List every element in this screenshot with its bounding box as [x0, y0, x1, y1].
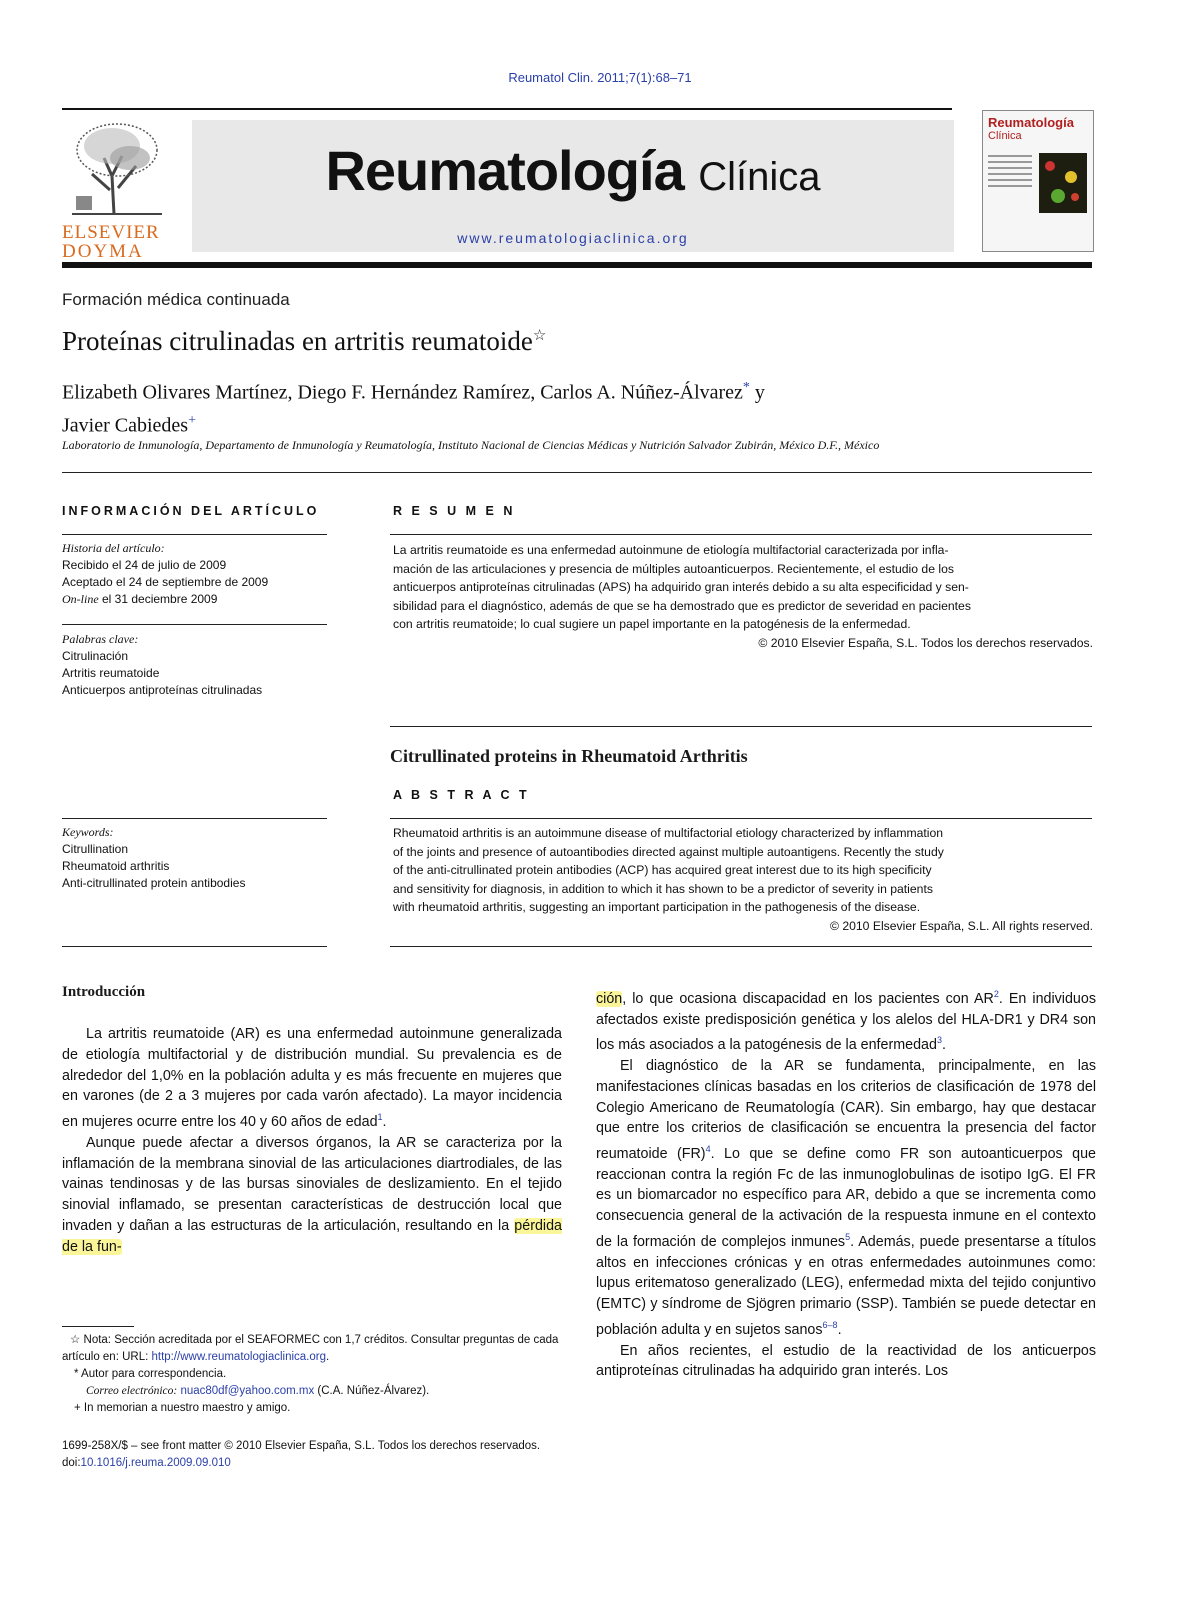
- publisher-name-elsevier: ELSEVIER: [62, 222, 160, 243]
- history-label: Historia del artículo:: [62, 541, 165, 555]
- memoriam-mark[interactable]: +: [188, 412, 196, 428]
- footnote-email: Correo electrónico: nuac80df@yahoo.com.mx (C.A. Núñez-Álvarez).: [86, 1385, 430, 1397]
- affiliation: Laboratorio de Inmunología, Departamento de Inmunología y Reumatología, Instituto Nacional de Ciencias Médicas y Nutrición Salvador Zubirán, México D.F., México: [62, 438, 880, 452]
- doi-link[interactable]: 10.1016/j.reuma.2009.09.010: [80, 1457, 231, 1469]
- paragraph: La artritis reumatoide (AR) es una enfermedad autoinmune generalizada de etiología multifactorial y de distribución mundial. Su prevalencia es de alrededor del 1,0% en la población adulta y es más frecuente en mujeres que en varones (de 2 a 3 mujeres por cada varón afectado). La mayor incidencia en mujeres ocurre entre los 40 y 60 años de edad$^1$.: [62, 1026, 562, 1130]
- title-footnote-mark[interactable]: ☆: [532, 328, 547, 344]
- corresponding-mark[interactable]: *: [742, 380, 750, 395]
- journal-url-link[interactable]: www.reumatologiaclinica.org: [457, 230, 689, 246]
- info-rule-4: [62, 946, 327, 947]
- abstract-text: Rheumatoid arthritis is an autoimmune disease of multifactorial etiology characterized by inflammation of the joints and presence of autoantibodies directed against multiple autoantigens. Recently the study of the anti-citrullinated protein antibodies (ACP) has acquired great interest due to its high specificity and sensitivity for diagnosis, in addition to which it has shown to be a predictor of severity in patients with rheumatoid arthritis, suggesting an important participation in the pathogenesis of the disease. © 2010 Elsevier España, S.L. All rights reserved.: [393, 824, 1093, 935]
- cover-text-lines: [988, 151, 1032, 221]
- abstract-bottom-rule: [390, 946, 1092, 947]
- cover-image: [1039, 153, 1087, 213]
- highlighted-text[interactable]: pérdida de la fun-: [62, 1217, 562, 1255]
- cover-subtitle: Clínica: [988, 130, 1022, 142]
- body-column-right: [596, 984, 1096, 1382]
- article-info-heading: INFORMACIÓN DEL ARTÍCULO: [62, 504, 320, 518]
- journal-banner: [192, 120, 954, 252]
- journal-name: Reumatología Clínica: [325, 139, 821, 202]
- keywords-en: [62, 824, 245, 892]
- online-date: On-line el 31 deciembre 2009: [62, 592, 218, 606]
- abstract-copyright: © 2010 Elsevier España, S.L. All rights reserved.: [829, 918, 1093, 933]
- keyword-item[interactable]: Artritis reumatoide: [62, 666, 160, 680]
- keywords-es: [62, 631, 262, 699]
- footnote-corresponding: * Autor para correspondencia.: [74, 1368, 227, 1380]
- paragraph: El diagnóstico de la AR se fundamenta, principalmente, en las manifestaciones clínicas basadas en los criterios de clasificación de 1978 del Colegio Americano de Reumatología (CAR). Sin embargo, hay que destacar que entre los criterios de clasificación se encuentra la presencia del factor reumatoide (FR)$^4$. Lo que se define como FR son autoanticuerpos que reaccionan contra la región Fc de las inmunoglobulinas de isotipo IgG. El FR es un biomarcador no específico para AR, debido a que se incrementa como consecuencia general de la activación de la respuesta inmune en el contexto de la formación de complejos inmunes$^5$. Además, puede presentarse a títulos altos en infecciones crónicas y en otras enfermedades autoinmunes como: lupus eritematoso generalizado (LEG), enfermedad mixta del tejido conjuntivo (EMTC) y síndrome de Sjögren primario (SSP). También se puede detectar en población adulta y en sujetos sanos$^{6-8}$.: [596, 1057, 1096, 1338]
- footnote-rule: [62, 1326, 134, 1327]
- reference-link[interactable]: 3: [936, 1035, 942, 1046]
- highlighted-text[interactable]: ción: [596, 990, 623, 1007]
- elsevier-logo: [62, 118, 172, 262]
- journal-citation: Reumatol Clin. 2011;7(1):68–71: [508, 70, 692, 85]
- received-date: Recibido el 24 de julio de 2009: [62, 558, 227, 572]
- publisher-name-doyma: DOYMA: [62, 241, 144, 262]
- footnotes: [62, 1332, 562, 1417]
- tree-logo-icon: [62, 118, 172, 218]
- title-divider: [62, 472, 1092, 473]
- keywords-es-label: Palabras clave:: [62, 632, 139, 646]
- issn-line: 1699-258X/$ – see front matter © 2010 Elsevier España, S.L. Todos los derechos reservados.: [62, 1440, 541, 1452]
- abstract-heading: A B S T R A C T: [393, 788, 530, 802]
- accepted-date: Aceptado el 24 de septiembre de 2009: [62, 575, 269, 589]
- introduction-heading: Introducción: [62, 984, 146, 1000]
- journal-cover-thumbnail: [982, 110, 1094, 252]
- reference-link[interactable]: 5: [845, 1232, 851, 1243]
- keyword-item[interactable]: Anti-citrullinated protein antibodies: [62, 876, 246, 890]
- keyword-item[interactable]: Rheumatoid arthritis: [62, 859, 170, 873]
- doi-line: doi:10.1016/j.reuma.2009.09.010: [62, 1457, 231, 1469]
- journal-name-sub: Clínica: [698, 155, 821, 199]
- reference-link[interactable]: 4: [705, 1144, 711, 1155]
- article-history: [62, 540, 268, 608]
- resumen-rule: [390, 534, 1092, 535]
- info-rule-2: [62, 624, 327, 625]
- english-title: Citrullinated proteins in Rheumatoid Arthritis: [390, 746, 748, 766]
- keyword-item[interactable]: Anticuerpos antiproteínas citrulinadas: [62, 683, 263, 697]
- keyword-item[interactable]: Citrulinación: [62, 649, 129, 663]
- abstract-top-rule: [390, 726, 1092, 727]
- journal-url-footnote-link[interactable]: http://www.reumatologiaclinica.org: [151, 1351, 326, 1363]
- resumen-heading: R E S U M E N: [393, 504, 516, 518]
- reference-link[interactable]: 1: [377, 1112, 383, 1123]
- footnote-note: ☆ Nota: Sección acreditada por el SEAFORMEC con 1,7 créditos. Consultar preguntas de cada artículo en: URL: http://www.reumatologiaclinica.org.: [62, 1334, 559, 1363]
- resumen-text: La artritis reumatoide es una enfermedad autoinmune de etiología multifactorial caracterizada por infla- mación de las articulaciones y presencia de múltiples autoanticuerpos. Recientemente, el estudio de los anticuerpos antiproteínas citrulinadas (APS) ha adquirido gran interés debido a su alta especificidad y sen- sibilidad para el diagnóstico, además de que se ha demostrado que es predictor de severidad en pacientes con artritis reumatoide; lo cual sugiere un papel importante en la patogénesis de la enfermedad. © 2010 Elsevier España, S.L. Todos los derechos reservados.: [393, 541, 1093, 652]
- keyword-item[interactable]: Citrullination: [62, 842, 129, 856]
- email-link[interactable]: nuac80df@yahoo.com.mx: [180, 1385, 315, 1397]
- paragraph: ción, lo que ocasiona discapacidad en los pacientes con $AR^2$. En individuos afectados existe predisposición genética y los alelos del HLA-DR1 y DR4 son los más asociados a la patogénesis de la enfermedad$^3$.: [596, 989, 1096, 1054]
- paragraph: Aunque puede afectar a diversos órganos, la AR se caracteriza por la inflamación de la membrana sinovial de las articulaciones diartrodiales, de las vainas tendinosas y de las bursas sinoviales de deslizamiento. En el tejido sinovial inflamado, se presentan características de destrucción local que invaden y dañan a las estructuras de la articulación, resultando en la pérdida de la fun-: [62, 1134, 562, 1255]
- body-column-left: [62, 1024, 562, 1258]
- article-title: Proteínas citrulinadas en artritis reumatoide☆: [62, 326, 547, 356]
- info-rule-1: [62, 534, 327, 535]
- reference-link[interactable]: 2: [993, 989, 999, 999]
- footnote-memoriam: + In memorian a nuestro maestro y amigo.: [74, 1402, 291, 1414]
- paragraph: En años recientes, el estudio de la reactividad de los anticuerpos antiproteínas citrulinadas ha adquirido gran interés. Los: [596, 1342, 1096, 1380]
- keywords-en-label: Keywords:: [62, 825, 114, 839]
- section-label: Formación médica continuada: [62, 290, 290, 309]
- info-rule-3: [62, 818, 327, 819]
- resumen-copyright: © 2010 Elsevier España, S.L. Todos los derechos reservados.: [758, 635, 1093, 650]
- cover-title: Reumatología: [988, 115, 1074, 130]
- header-top-rule: [62, 108, 952, 110]
- header-bottom-rule: [62, 262, 1092, 268]
- abstract-rule: [390, 818, 1092, 819]
- reference-link[interactable]: 6–8: [822, 1320, 838, 1331]
- author-list: Elizabeth Olivares Martínez, Diego F. Hernández Ramírez, Carlos A. Núñez-Álvarez* y Javier Cabiedes+: [62, 380, 765, 437]
